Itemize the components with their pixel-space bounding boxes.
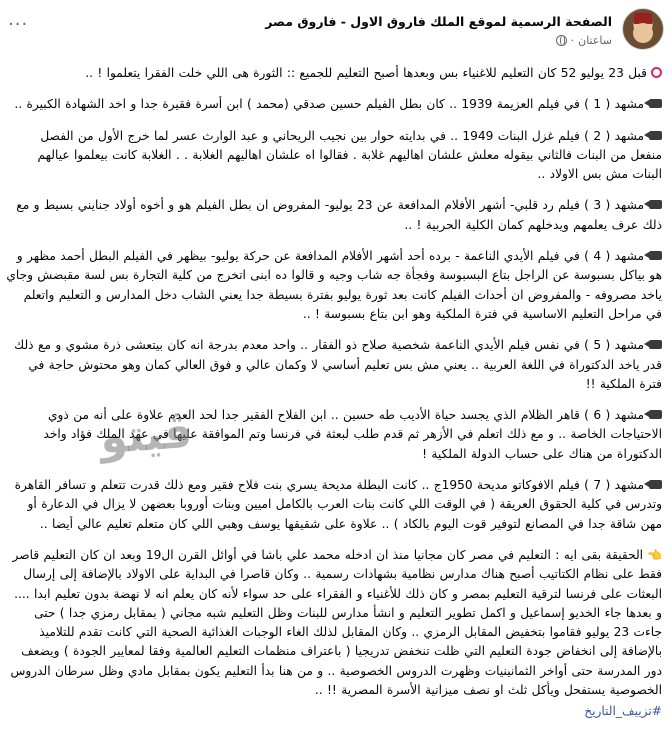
post-time[interactable]: ساعتان bbox=[578, 34, 612, 47]
post-paragraph: مشهد ( 5 ) في نفس فيلم الأيدي الناعمة شخصية صلاح ذو الفقار .. واحد معدم بدرجة انه كان بيتعشى ذرة مشوي و مع ذلك قدر ياخد الدكتوراة في اللغة العربية .. يعني مش بس تعليم أساسي لا وكمان عالي و فوق العالي كمان وهو محتوش حاجة في فترة الملكية !! bbox=[14, 338, 662, 391]
globe-icon[interactable] bbox=[556, 35, 567, 46]
movie-camera-icon bbox=[649, 200, 662, 209]
post-paragraph: مشهد ( 6 ) قاهر الظلام الذي يجسد حياة الأديب طه حسين .. ابن الفلاح الفقير جدا لحد العدم علاوة على أنه من ذوي الاحتياجات الخاصة .. و مع ذلك اتعلم في الأزهر ثم قدم طلب لبعثة في فرنسا وتم الموافقة عليها في عهد الملك فؤاد واخد الدكتوراة من هناك على حساب الدولة الملكية ! bbox=[43, 408, 662, 461]
post-paragraph: قبل 23 يوليو 52 كان التعليم للاغنياء بس وبعدها أصبح التعليم للجميع :: الثورة هى اللي خلت الفقرا يتعلموا ! .. bbox=[6, 64, 662, 83]
post-paragraph: 👈الحقيقة بقى ايه : التعليم في مصر كان مجانيا منذ ان ادخله محمد علي باشا في أوائل القرن ال19 وبعد ان كان التعليم قاصر فقط على نظام الكتاتيب أصبح هناك مدارس نظامية بشهادات رسمية .. وكان قاصرا في البداية على الاولاد بالإضافة إلى إرسال البعثات على فرنسا لترقية التعليم بمصر و كان ذلك للأغنياء و الفقراء على حد سواء لأنه كان يعلم انه لا نهضة بدون تعليم ابدا .... و بعدها جاء الخديو إسماعيل و اكمل تطوير التعليم و انشأ مدارس للبنات وظل التعليم شبه مجاني ( بمقابل رمزي جدا ) حتى جاءت 23 يوليو فقاموا بتخفيض المقابل الرمزي .. وكان المقابل لذلك الغاء الوجبات الغذائية الصحية التي كانت تقدم للتلاميذ بالإضافة إلى انخفاض جودة التعليم التي ظلت تنخفض تدريجيا ( باعتراف منظمات التعليم العالمية وفقا لمعايير الجودة ) ويضعف دور المدرسة حتى أواخر الثمانينيات وظهرت الدروس الخصوصية .. و من هنا بدأ التعليم يكون بمقابل مادي وظل سرطان الدروس الخصوصية يستفحل ويأكل ثلث او نصف ميزانية الأسرة المصرية !! .. bbox=[10, 547, 662, 698]
post-paragraph: مشهد ( 3 ) فيلم رد قلبي- أشهر الأفلام المدافعة عن 23 يوليو- المفروض ان بطل الفيلم هو و أخوه أولاد جنايني بسيط و مع ذلك عرف يعلمهم ويدخلهم كمان الكلية الحربية ! .. bbox=[16, 198, 662, 232]
movie-camera-icon bbox=[649, 340, 662, 349]
red-circle-icon bbox=[651, 67, 662, 78]
post-header bbox=[8, 6, 664, 56]
watermark-logo: ڤيتو bbox=[98, 406, 194, 465]
page-avatar[interactable] bbox=[622, 8, 664, 50]
hashtag-link[interactable]: #تزييف_التاريخ bbox=[584, 704, 662, 719]
movie-camera-icon bbox=[649, 131, 662, 140]
hashtag-line bbox=[6, 702, 662, 721]
movie-camera-icon bbox=[649, 99, 662, 108]
post-text bbox=[6, 64, 662, 734]
post-paragraph: مشهد ( 7 ) فيلم الافوكاتو مديحة 1950ج .. كانت البطلة مديحة يسري بنت فلاح فقير ومع ذلك قدرت تتعلم و تسافر القاهرة وتدرس في كلية الحقوق العريقة ( في الوقت اللي كانت بنات العرب بالكامل اميين وبنات أوروبا بعضهن لا يزال في الدعارة أو مهن شاقة جدا في المصانع لتوفير قوت اليوم بالكاد ) .. علاوة على شقيقها يوسف وهبي اللي كان متعلم تعليم عالي أيضا .. bbox=[14, 478, 662, 531]
movie-camera-icon bbox=[649, 251, 662, 260]
face-icon bbox=[633, 23, 653, 43]
movie-camera-icon bbox=[649, 480, 662, 489]
more-options-button[interactable]: ··· bbox=[8, 14, 29, 35]
post-paragraph: مشهد ( 2 ) فيلم غزل البنات 1949 .. في بدايته حوار بين نجيب الريحاني و عبد الوارث عسر لما خرج الأول من الفصل منفعل من البنات فالثاني بيقوله معلش علشان اهاليهم غلابة . فقالوا اه علشان اهاليهم الغلابة . . الغلابة كانت بيعلموا عيالهم البنات مش بس الاولاد .. bbox=[37, 128, 662, 182]
movie-camera-icon bbox=[649, 410, 662, 419]
post-paragraph: مشهد ( 1 ) في فيلم العزيمة 1939 .. كان بطل الفيلم حسين صدقي (محمد ) ابن أسرة فقيرة جدا و اخد الشهادة الكبيرة .. bbox=[6, 95, 662, 114]
pointing-hand-icon: 👈 bbox=[647, 547, 662, 562]
page-name-link[interactable]: الصفحة الرسمية لموقع الملك فاروق الاول - فاروق مصر bbox=[265, 14, 612, 29]
post-paragraph: مشهد ( 4 ) في فيلم الأيدي الناعمة - برده أحد أشهر الأفلام المدافعة عن حركة يوليو- بيظهر في الفيلم البطل أحمد مظهر و هو بياكل بسبوسة عن الراجل بتاع البسبوسة وفجأة جه شاب وجيه و قالوا ده ابنى اتخرج من كلية التجارة بس لسة مقبضش وجاي ياخد مصروفه - والمفروض ان أحداث الفيلم كانت بعد ثورة يوليو بفترة بسيطة جدا يعني الشاب دخل المدارس و التعليم واتعلم في مراحل التعليم الاساسية في فترة الملكية وهو ابن بتاع بسبوسة ! .. bbox=[6, 249, 662, 321]
post-meta: ساعتان · bbox=[556, 34, 612, 47]
